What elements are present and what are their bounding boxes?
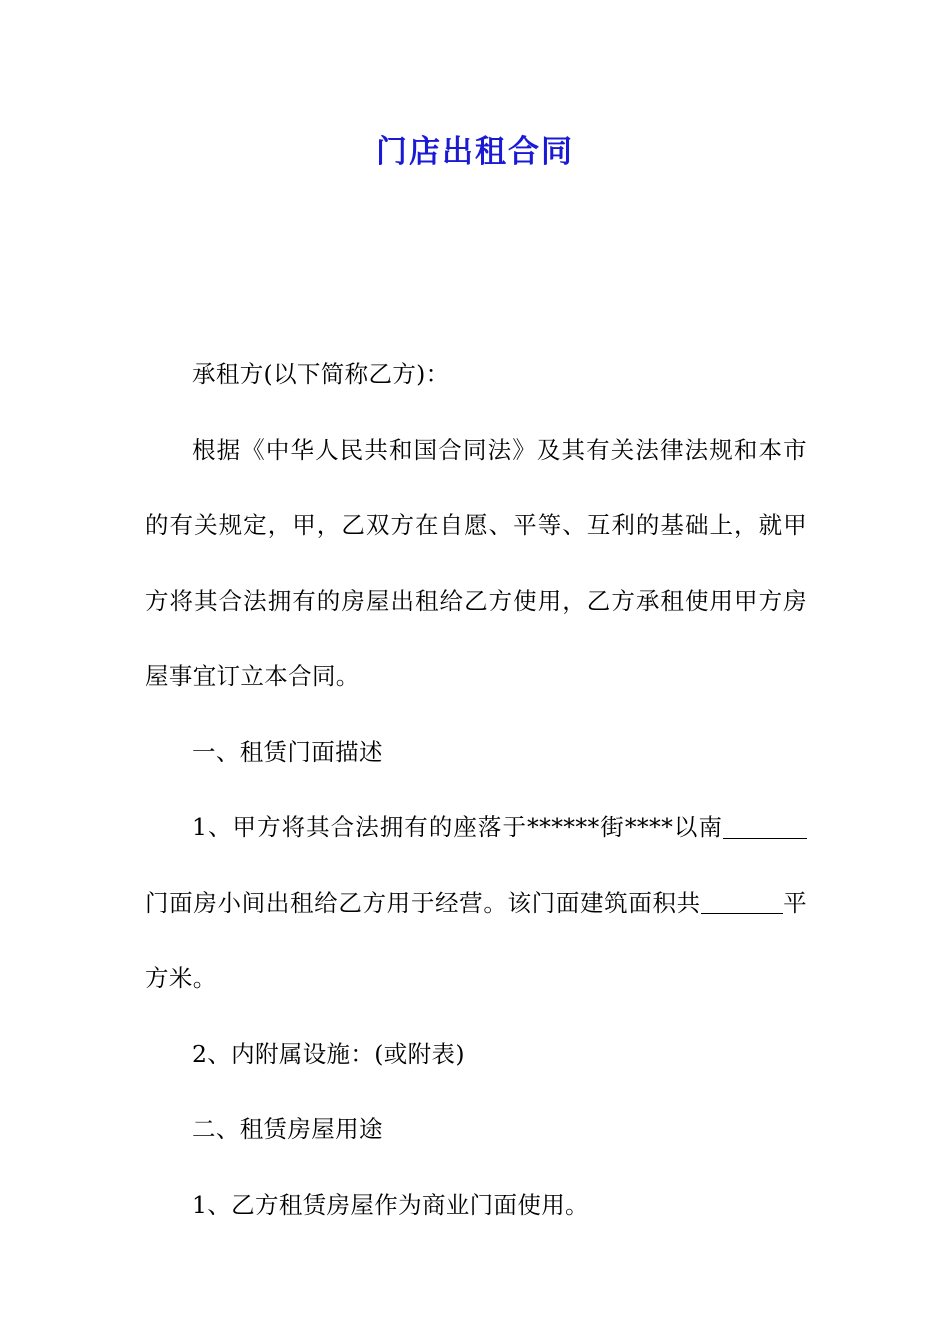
fill-blank-location xyxy=(723,814,807,839)
paragraph-preamble: 根据《中华人民共和国合同法》及其有关法律法规和本市的有关规定，甲，乙双方在自愿、平等、互利的基础上，就甲方将其合法拥有的房屋出租给乙方使用，乙方承租使用甲方房屋事宜订立本合同。 xyxy=(145,435,807,690)
document-body xyxy=(145,337,807,1243)
paragraph-clause-1-1 xyxy=(145,790,807,1017)
clause-1-1-part1: 1、甲方将其合法拥有的座落于******街****以南 xyxy=(192,813,723,841)
section-heading-2: 二、租赁房屋用途 xyxy=(192,1115,383,1143)
clause-1-1-part3: 平方米。 xyxy=(145,888,807,992)
paragraph-clause-2-1: 1、乙方租赁房屋作为商业门面使用。 xyxy=(192,1190,589,1219)
section-heading-1: 一、租赁门面描述 xyxy=(192,737,383,766)
clause-1-1-part2: 门面房小间出租给乙方用于经营。该门面建筑面积共 xyxy=(145,888,701,917)
paragraph-clause-1-2: 2、内附属设施：(或附表) xyxy=(192,1039,465,1068)
fill-blank-area xyxy=(701,890,783,915)
paragraph-lessee: 承租方(以下简称乙方)： xyxy=(192,360,450,388)
document-title: 门店出租合同 xyxy=(376,134,574,170)
